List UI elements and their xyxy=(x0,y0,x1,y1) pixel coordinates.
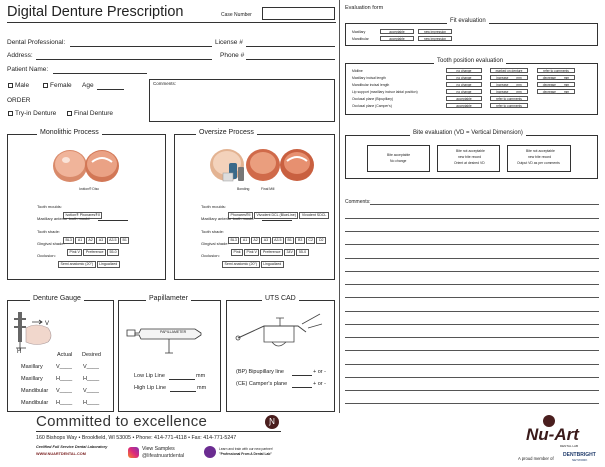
dental-professional-label: Dental Professional: xyxy=(7,39,66,46)
address-label: Address: xyxy=(7,52,33,59)
partner-tagline: "Professional From A Dental Lab" xyxy=(219,452,272,456)
comment-line[interactable] xyxy=(345,377,599,378)
option-chip[interactable]: D2 xyxy=(316,237,326,244)
option-chip[interactable]: 55-0 xyxy=(296,249,308,256)
option-chip[interactable]: A2 xyxy=(86,237,95,244)
footer-address: 160 Bishops Way • Brookfield, WI 53005 • Phone: 414-771-4118 • Fax: 414-771-5247 xyxy=(36,435,237,441)
fit-evaluation-panel xyxy=(345,23,598,46)
gauge-row-label: Maxillary xyxy=(21,364,43,370)
bite-option-line: Bite acceptable xyxy=(387,153,411,157)
comment-line[interactable] xyxy=(345,218,599,219)
ivotion-disc-image xyxy=(52,144,122,188)
tooth-option[interactable]: decrease ____mm xyxy=(537,75,575,80)
column-divider xyxy=(339,0,340,413)
option-chip[interactable]: Ivotion® Phonares®II xyxy=(63,212,102,219)
option-chip[interactable]: A3.5 xyxy=(107,237,119,244)
tooth-option[interactable]: decrease ____mm xyxy=(537,89,575,94)
comment-line[interactable] xyxy=(345,403,599,404)
gauge-row-label: Mandibular xyxy=(21,388,49,394)
uts-cad-title: UTS CAD xyxy=(262,295,299,302)
comment-line[interactable] xyxy=(345,284,599,285)
option-chip[interactable]: A1 xyxy=(75,237,84,244)
final-denture-label: Final Denture xyxy=(74,110,114,117)
slogan-rule xyxy=(36,431,281,432)
tooth-option[interactable]: increase ____mm xyxy=(490,82,528,87)
mono-gingival-label: Gingival shade: xyxy=(37,241,65,246)
gauge-h-label: H xyxy=(17,349,22,355)
uts-cad-image xyxy=(232,306,330,358)
patient-name-field[interactable] xyxy=(53,73,147,74)
fit-option[interactable]: acceptable xyxy=(380,36,414,41)
bite-option-line: new bite record xyxy=(528,155,552,159)
slogan: Committed to excellence xyxy=(36,413,208,430)
dental-professional-field[interactable] xyxy=(70,46,212,47)
low-lip-unit: mm xyxy=(196,373,206,379)
gauge-desired-header: Desired xyxy=(82,352,101,358)
over-max-anterior-label: Maxillary anterior tooth mould xyxy=(201,216,254,221)
bipupillary-field[interactable] xyxy=(292,375,312,376)
campers-field[interactable] xyxy=(292,387,312,388)
phone-label: Phone # xyxy=(220,52,245,59)
gauge-row-label: Maxillary xyxy=(21,376,43,382)
female-label: Female xyxy=(50,82,72,89)
evaluation-form-title: Evaluation form xyxy=(345,5,384,11)
over-tooth-shade-label: Tooth shade: xyxy=(201,229,224,234)
final-denture-checkbox[interactable] xyxy=(67,111,72,116)
comment-line[interactable] xyxy=(345,364,599,365)
monolithic-title: Monolithic Process xyxy=(37,129,102,136)
gauge-desired-value[interactable]: H____ xyxy=(83,376,100,382)
tooth-row-label: Lip support (maxillary incisor labial position) xyxy=(352,90,418,94)
option-chip[interactable]: Phonares®II xyxy=(228,212,253,219)
age-label: Age xyxy=(82,82,94,89)
fit-row-label: Mandibular xyxy=(352,37,369,41)
bonding-caption: Bonding xyxy=(237,187,250,191)
option-chip[interactable]: A1 xyxy=(240,237,249,244)
female-checkbox[interactable] xyxy=(43,83,48,88)
brand-sub: DENTAL LAB xyxy=(560,444,579,448)
option-chip[interactable]: 34V xyxy=(284,249,295,256)
option-chip[interactable]: Preference xyxy=(260,249,283,256)
phone-field[interactable] xyxy=(246,59,335,60)
ivotion-caption: Ivotion® Disc xyxy=(79,187,100,191)
papillameter-device-label: PAPILLAMETER xyxy=(160,330,187,334)
bipupillary-label: (BP) Bipupillary line xyxy=(236,369,284,375)
gauge-desired-value[interactable]: V____ xyxy=(83,364,99,370)
comment-line[interactable] xyxy=(345,231,599,232)
fit-option[interactable]: new impression xyxy=(418,29,452,34)
option-chip[interactable]: C2 xyxy=(306,237,316,244)
tooth-row-label: Maxillary incisal length xyxy=(352,76,386,80)
try-in-label: Try-in Denture xyxy=(15,110,57,117)
instagram-icon[interactable] xyxy=(128,447,139,458)
over-gingival-label: Gingival shade: xyxy=(201,241,229,246)
tooth-position-title: Tooth position evaluation xyxy=(434,58,506,64)
tooth-option[interactable]: no change xyxy=(446,82,482,87)
male-label: Male xyxy=(15,82,30,89)
page-title: Digital Denture Prescription xyxy=(7,4,184,20)
comment-line[interactable] xyxy=(345,311,599,312)
comments-label: Comments: xyxy=(153,81,177,86)
tooth-option[interactable]: refer to comments xyxy=(490,96,528,101)
mono-tooth-shade-label: Tooth shade: xyxy=(37,229,60,234)
address-field[interactable] xyxy=(36,59,212,60)
certification-text: Certified Full Service Dental Laboratory xyxy=(36,445,108,449)
over-occlusion-options xyxy=(222,252,285,270)
option-chip[interactable]: 55-0 xyxy=(107,249,119,256)
fit-option[interactable]: acceptable xyxy=(380,29,414,34)
tooth-option[interactable]: refer to comments xyxy=(490,103,528,108)
option-chip[interactable]: B3 xyxy=(295,237,304,244)
bite-evaluation-title: Bite evaluation (VD = Vertical Dimension) xyxy=(410,130,526,136)
mono-max-anterior-label: Maxillary anterior tooth mould xyxy=(37,216,90,221)
bite-option-line: Bite not acceptable xyxy=(526,149,555,153)
comment-line[interactable] xyxy=(345,258,599,259)
tooth-row-label: Occlusal plane (Camper's) xyxy=(352,104,392,108)
option-chip[interactable]: Lingualized xyxy=(97,261,120,268)
proud-member-text: A proud member of xyxy=(518,456,554,461)
tooth-option[interactable]: no change xyxy=(446,89,482,94)
option-chip[interactable]: Vivodent SDCL xyxy=(299,212,329,219)
option-chip[interactable]: Semi anatomic (20°) xyxy=(222,261,260,268)
tooth-option[interactable]: marked on denture xyxy=(490,68,528,73)
dentbright-logo: DENTBRIGHT xyxy=(563,452,596,458)
mono-occlusion-options xyxy=(58,252,121,270)
gauge-actual-header: Actual xyxy=(57,352,73,358)
tooth-option[interactable]: refer to comments xyxy=(537,68,575,73)
gauge-actual-value[interactable]: H____ xyxy=(56,376,73,382)
eval-comments-label: Comments: xyxy=(345,199,371,205)
comments-box[interactable] xyxy=(149,79,335,122)
bite-option-line: Orient at desired VD xyxy=(454,161,485,165)
option-chip[interactable]: Preference xyxy=(83,249,106,256)
mono-tooth-moulds-label: Tooth moulds: xyxy=(37,204,62,209)
tooth-row-label: Occlusal plane (Bipupillary) xyxy=(352,97,394,101)
fit-row-label: Maxillary xyxy=(352,30,366,34)
gauge-desired-value[interactable]: V____ xyxy=(83,388,99,394)
title-rule xyxy=(7,22,336,23)
campers-plusminus: + or - xyxy=(313,381,326,387)
denture-gauge-image xyxy=(12,308,60,354)
tooth-row-label: Midline xyxy=(352,69,363,73)
option-chip[interactable]: Lingualized xyxy=(261,261,284,268)
comment-line[interactable] xyxy=(345,271,599,272)
oversize-title: Oversize Process xyxy=(196,129,257,136)
comment-line[interactable] xyxy=(345,244,599,245)
gauge-actual-value[interactable]: V____ xyxy=(56,388,72,394)
option-chip[interactable]: Pink xyxy=(231,249,243,256)
comment-line[interactable] xyxy=(345,337,599,338)
comment-line[interactable] xyxy=(345,350,599,351)
license-label: License # xyxy=(215,39,243,46)
nuart-mark-icon: Ɲ xyxy=(265,415,279,429)
patient-name-label: Patient Name: xyxy=(7,66,49,73)
bite-option-line: Output VD as per comments xyxy=(517,161,560,165)
partner-logo-icon xyxy=(204,446,216,458)
mono-occlusion-label: Occlusion: xyxy=(37,253,56,258)
dentbright-sub: NETWORK xyxy=(572,458,588,462)
option-chip[interactable]: Pink V xyxy=(244,249,259,256)
comment-line[interactable] xyxy=(345,297,599,298)
option-chip[interactable]: Vivodent DCL (BlueLine) xyxy=(254,212,298,219)
instagram-handle[interactable]: @lifeatnuartdental xyxy=(142,453,185,459)
high-lip-label: High Lip Line xyxy=(134,385,167,391)
option-chip[interactable]: BL3 xyxy=(63,237,74,244)
gauge-actual-value[interactable]: V____ xyxy=(56,364,72,370)
final-mill-caption: Final Mill xyxy=(261,187,275,191)
case-number-label: Case Number xyxy=(221,12,252,18)
order-label: ORDER xyxy=(7,97,31,104)
mono-max-anterior-field[interactable] xyxy=(98,220,128,221)
option-chip[interactable]: Semi anatomic (20°) xyxy=(58,261,96,268)
option-chip[interactable]: Pink V xyxy=(67,249,82,256)
low-lip-field[interactable] xyxy=(169,379,195,380)
option-chip[interactable]: A3.5 xyxy=(272,237,284,244)
high-lip-unit: mm xyxy=(197,385,207,391)
papillameter-title: Papillameter xyxy=(146,295,191,302)
option-chip[interactable]: A2 xyxy=(251,237,260,244)
campers-label: (CE) Camper's plane xyxy=(236,381,288,387)
option-chip[interactable]: A3 xyxy=(96,237,105,244)
bite-option-line: new bite record xyxy=(458,155,482,159)
over-max-anterior-field[interactable] xyxy=(262,220,292,221)
age-field[interactable] xyxy=(97,89,124,90)
option-chip[interactable]: B1 xyxy=(120,237,129,244)
tooth-option[interactable]: increase ____mm xyxy=(490,89,528,94)
fit-option[interactable]: new impression xyxy=(418,36,452,41)
oversize-process-image xyxy=(205,143,315,189)
option-chip[interactable]: B1 xyxy=(285,237,294,244)
bipupillary-plusminus: + or - xyxy=(313,369,326,375)
try-in-checkbox[interactable] xyxy=(8,111,13,116)
tooth-option[interactable]: acceptable xyxy=(446,96,482,101)
tooth-option[interactable]: increase ____mm xyxy=(490,75,528,80)
brand-logo: Nu-Art xyxy=(526,425,579,444)
over-tooth-moulds-label: Tooth moulds: xyxy=(201,204,226,209)
comment-line[interactable] xyxy=(345,324,599,325)
over-occlusion-label: Occlusion: xyxy=(201,253,220,258)
gauge-actual-value[interactable]: H____ xyxy=(56,400,73,406)
case-number-field[interactable] xyxy=(262,7,335,20)
option-chip[interactable]: A3 xyxy=(261,237,270,244)
denture-gauge-title: Denture Gauge xyxy=(30,295,84,302)
license-field[interactable] xyxy=(246,46,335,47)
learn-more-text: Learn and train with our new partner! xyxy=(219,447,273,451)
tooth-option[interactable]: no change xyxy=(446,68,482,73)
bite-option-line: No change xyxy=(390,159,407,163)
high-lip-field[interactable] xyxy=(170,391,196,392)
gauge-row-label: Mandibular xyxy=(21,400,49,406)
tooth-option[interactable]: no change xyxy=(446,75,482,80)
website-link[interactable]: WWW.NUARTDENTAL.COM xyxy=(36,452,86,456)
low-lip-label: Low Lip Line xyxy=(134,373,165,379)
male-checkbox[interactable] xyxy=(8,83,13,88)
gauge-desired-value[interactable]: H____ xyxy=(83,400,100,406)
bite-option-line: Bite not acceptable xyxy=(456,149,485,153)
tooth-row-label: Mandibular incisal length xyxy=(352,83,390,87)
gauge-v-label: V xyxy=(45,321,50,327)
tooth-option[interactable]: decrease ____mm xyxy=(537,82,575,87)
view-samples-text: View Samples xyxy=(142,446,175,452)
fit-evaluation-title: Fit evaluation xyxy=(447,18,489,24)
comment-line[interactable] xyxy=(345,390,599,391)
eval-comments-first-line[interactable] xyxy=(370,204,599,205)
tooth-option[interactable]: acceptable xyxy=(446,103,482,108)
option-chip[interactable]: BL3 xyxy=(228,237,239,244)
